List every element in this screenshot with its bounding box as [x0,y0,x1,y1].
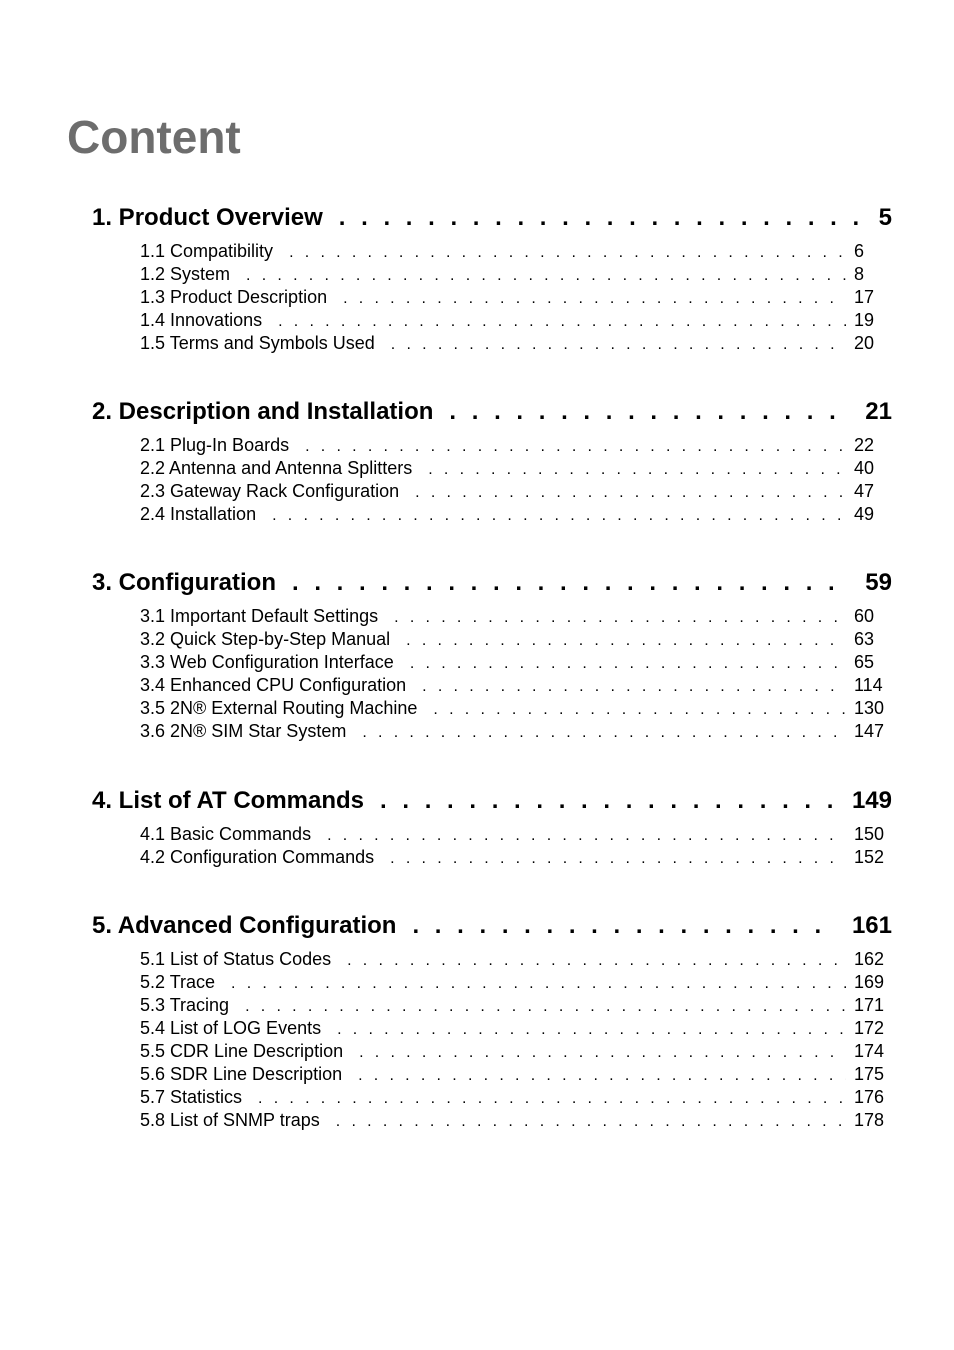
dot-leader [245,995,846,1018]
chapter-title: 2. Description and Installation [92,398,434,425]
toc-section-entry[interactable] [140,720,888,743]
section-list [140,434,888,526]
toc-chapter-entry[interactable] [92,397,892,427]
section-title: 3.3 Web Configuration Interface [140,652,394,672]
section-page-number: 147 [854,721,885,741]
dot-leader [246,264,846,287]
dot-leader [343,287,846,310]
section-list [140,240,888,355]
section-list [140,605,888,743]
dot-leader [422,675,846,698]
dot-leader [410,652,846,675]
dot-leader [272,504,846,527]
section-page-number: 175 [854,1064,885,1084]
chapter-page-number: 149 [851,787,892,814]
dot-leader [327,824,846,847]
chapter-title: 4. List of AT Commands [92,787,365,814]
dot-leader [336,1110,846,1133]
section-page-number: 162 [854,949,885,969]
dot-leader [347,949,846,972]
chapter-page-number: 21 [865,398,892,425]
section-page-number: 19 [854,310,875,330]
chapter-title: 5. Advanced Configuration [92,912,397,939]
section-page-number: 130 [854,698,885,718]
dot-leader [339,203,865,233]
section-list [140,948,888,1132]
toc-section-entry[interactable] [140,457,888,480]
toc-section-entry[interactable] [140,1040,888,1063]
chapter-page-number: 5 [878,204,892,231]
dot-leader [406,629,846,652]
dot-leader [289,241,846,264]
section-title: 5.4 List of LOG Events [140,1018,322,1038]
section-page-number: 60 [854,606,875,626]
toc-section-entry[interactable] [140,823,888,846]
toc-section-entry[interactable] [140,1109,888,1132]
section-page-number: 65 [854,652,875,672]
toc-section-entry[interactable] [140,628,888,651]
dot-leader [337,1018,846,1041]
page-title: Content [67,111,241,163]
dot-leader [428,458,846,481]
section-page-number: 8 [854,264,865,284]
section-title: 5.2 Trace [140,972,216,992]
dot-leader [278,310,846,333]
section-page-number: 174 [854,1041,885,1061]
section-page-number: 114 [854,675,883,695]
dot-leader [359,1041,846,1064]
section-page-number: 6 [854,241,865,261]
toc-chapter-entry[interactable] [92,911,892,941]
toc-section-entry[interactable] [140,994,888,1017]
section-title: 5.1 List of Status Codes [140,949,332,969]
section-title: 3.5 2N® External Routing Machine [140,698,418,718]
section-title: 5.8 List of SNMP traps [140,1110,320,1130]
dot-leader [258,1087,846,1110]
toc-chapter-entry[interactable] [92,786,892,816]
chapter-title: 1. Product Overview [92,204,323,231]
toc-chapter-entry[interactable] [92,203,892,233]
dot-leader [305,435,846,458]
section-title: 3.1 Important Default Settings [140,606,379,626]
section-page-number: 20 [854,333,875,353]
toc-section-entry[interactable] [140,1017,888,1040]
toc-section-entry[interactable] [140,480,888,503]
section-list [140,823,888,869]
section-title: 2.3 Gateway Rack Configuration [140,481,400,501]
section-title: 3.6 2N® SIM Star System [140,721,347,741]
dot-leader [394,606,846,629]
toc-section-entry[interactable] [140,286,888,309]
toc-section-entry[interactable] [140,697,888,720]
dot-leader [390,847,846,870]
section-page-number: 40 [854,458,875,478]
toc-section-entry[interactable] [140,309,888,332]
section-title: 5.3 Tracing [140,995,230,1015]
section-page-number: 176 [854,1087,885,1107]
dot-leader [380,786,838,816]
section-title: 5.5 CDR Line Description [140,1041,344,1061]
dot-leader [433,698,846,721]
section-title: 1.2 System [140,264,231,284]
section-page-number: 22 [854,435,875,455]
section-title: 5.6 SDR Line Description [140,1064,343,1084]
section-page-number: 172 [854,1018,885,1038]
section-page-number: 47 [854,481,875,501]
toc-chapter-entry[interactable] [92,568,892,598]
section-title: 1.1 Compatibility [140,241,274,261]
toc-section-entry[interactable] [140,674,888,697]
section-title: 2.1 Plug-In Boards [140,435,290,455]
toc-section-entry[interactable] [140,434,888,457]
chapter-page-number: 59 [865,569,892,596]
section-title: 1.3 Product Description [140,287,328,307]
toc-section-entry[interactable] [140,1063,888,1086]
toc-section-entry[interactable] [140,503,888,526]
toc-section-entry[interactable] [140,240,888,263]
chapter-title: 3. Configuration [92,569,276,596]
section-page-number: 63 [854,629,875,649]
section-page-number: 169 [854,972,885,992]
section-title: 2.2 Antenna and Antenna Splitters [140,458,413,478]
section-title: 4.2 Configuration Commands [140,847,375,867]
toc-section-entry[interactable] [140,1086,888,1109]
toc-section-entry[interactable] [140,605,888,628]
section-title: 1.5 Terms and Symbols Used [140,333,375,353]
toc-section-entry[interactable] [140,971,888,994]
toc-section-entry[interactable] [140,948,888,971]
section-page-number: 171 [854,995,885,1015]
chapter-page-number: 161 [851,912,892,939]
section-page-number: 152 [854,847,885,867]
dot-leader [391,333,846,356]
dot-leader [415,481,846,504]
dot-leader [231,972,846,995]
section-title: 4.1 Basic Commands [140,824,312,844]
dot-leader [292,568,851,598]
section-title: 1.4 Innovations [140,310,263,330]
section-page-number: 150 [854,824,885,844]
dot-leader [412,911,837,941]
dot-leader [358,1064,846,1087]
dot-leader [362,721,846,744]
toc-section-entry[interactable] [140,332,888,355]
section-title: 3.2 Quick Step-by-Step Manual [140,629,391,649]
section-page-number: 17 [854,287,875,307]
dot-leader [449,397,851,427]
section-page-number: 49 [854,504,875,524]
section-title: 3.4 Enhanced CPU Configuration [140,675,407,695]
section-title: 2.4 Installation [140,504,257,524]
toc-section-entry[interactable] [140,651,888,674]
section-title: 5.7 Statistics [140,1087,243,1107]
section-page-number: 178 [854,1110,885,1130]
toc-section-entry[interactable] [140,846,888,869]
toc-section-entry[interactable] [140,263,888,286]
